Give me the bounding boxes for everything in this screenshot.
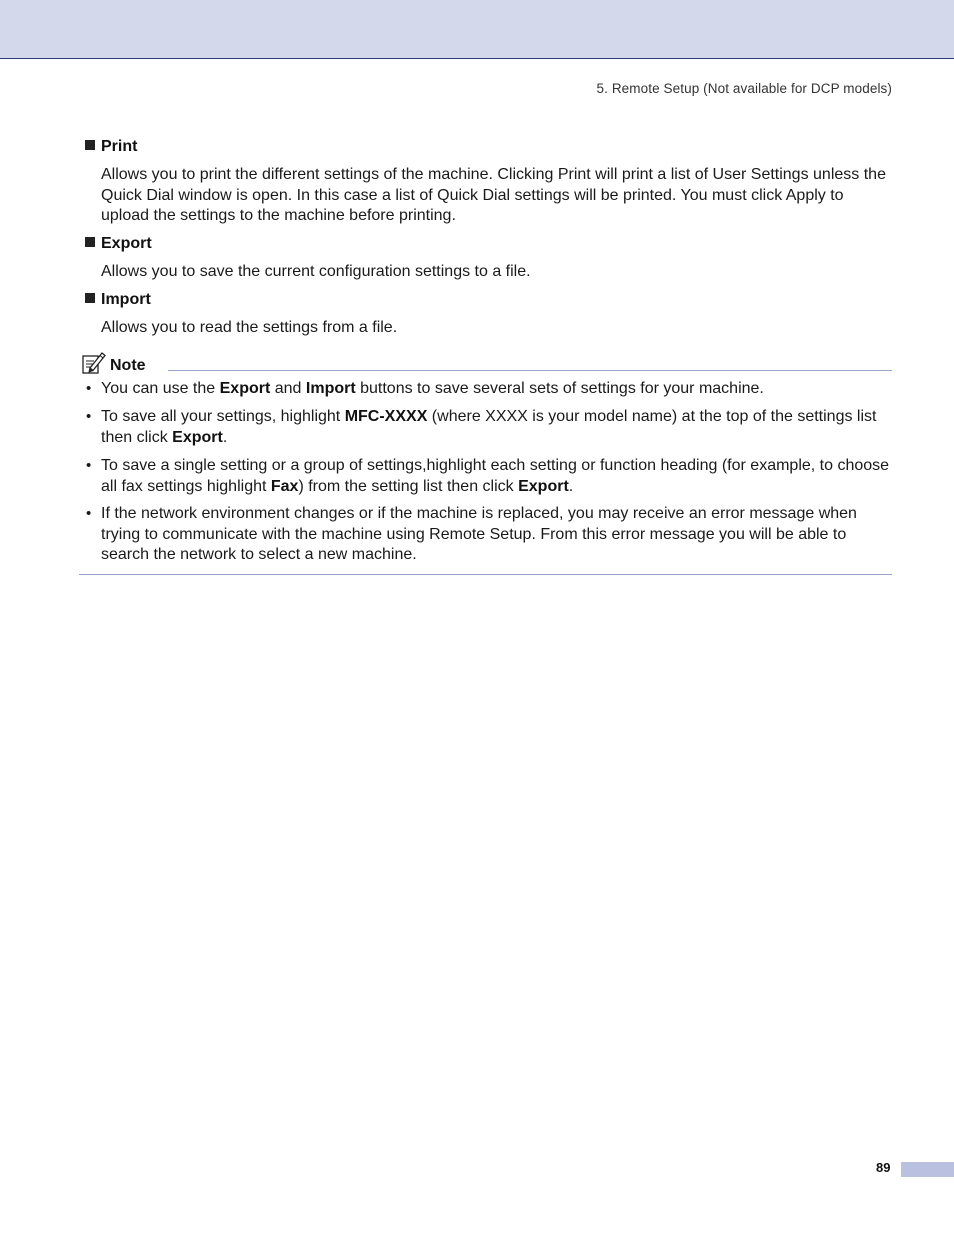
bullet-dot-icon: •	[86, 380, 92, 397]
note-bullet	[86, 379, 891, 400]
note-label: Note	[110, 357, 146, 374]
note-bullet	[86, 504, 891, 566]
section-body-import: Allows you to read the settings from a file.	[101, 319, 398, 336]
note-bottom-rule	[79, 574, 892, 575]
section-heading-import	[85, 291, 151, 309]
square-bullet-icon	[85, 140, 95, 150]
square-bullet-icon	[85, 237, 95, 247]
running-header: 5. Remote Setup (Not available for DCP models)	[596, 81, 892, 96]
page-number: 89	[876, 1160, 891, 1175]
bullet-dot-icon: •	[86, 505, 92, 522]
note-bullet	[86, 407, 891, 448]
bullet-text: To save all your settings, highlight MFC-XXXX (where XXXX is your model name) at the top of the settings list then click Export.	[101, 408, 877, 446]
note-top-rule	[168, 370, 892, 371]
section-body-print: Allows you to print the different settings of the machine. Clicking Print will print a list of User Settings unless the Quick Dial window is open. In this case a list of Quick Dial settings will be printed. You must click Apply to upload the settings to the machine before printing.	[101, 166, 886, 224]
section-heading-print	[85, 138, 137, 156]
header-band	[0, 0, 954, 59]
page-tab-marker	[901, 1162, 954, 1177]
section-body-export: Allows you to save the current configuration settings to a file.	[101, 263, 531, 280]
note-bullet	[86, 456, 891, 497]
section-heading-label: Import	[101, 291, 151, 308]
bullet-text: You can use the Export and Import buttons to save several sets of settings for your machine.	[101, 380, 764, 397]
square-bullet-icon	[85, 293, 95, 303]
pencil-note-icon	[80, 350, 108, 374]
section-heading-label: Print	[101, 138, 138, 155]
section-heading-label: Export	[101, 235, 152, 252]
bullet-text: To save a single setting or a group of settings,highlight each setting or function heading (for example, to choose all fax settings highlight Fax) from the setting list then click Export.	[101, 457, 890, 495]
bullet-dot-icon: •	[86, 408, 92, 425]
note-header	[80, 350, 892, 374]
bullet-dot-icon: •	[86, 457, 92, 474]
section-heading-export	[85, 235, 152, 253]
bullet-text: If the network environment changes or if the machine is replaced, you may receive an error message when trying to communicate with the machine using Remote Setup. From this error message you will be able to search the network to select a new machine.	[101, 505, 857, 563]
